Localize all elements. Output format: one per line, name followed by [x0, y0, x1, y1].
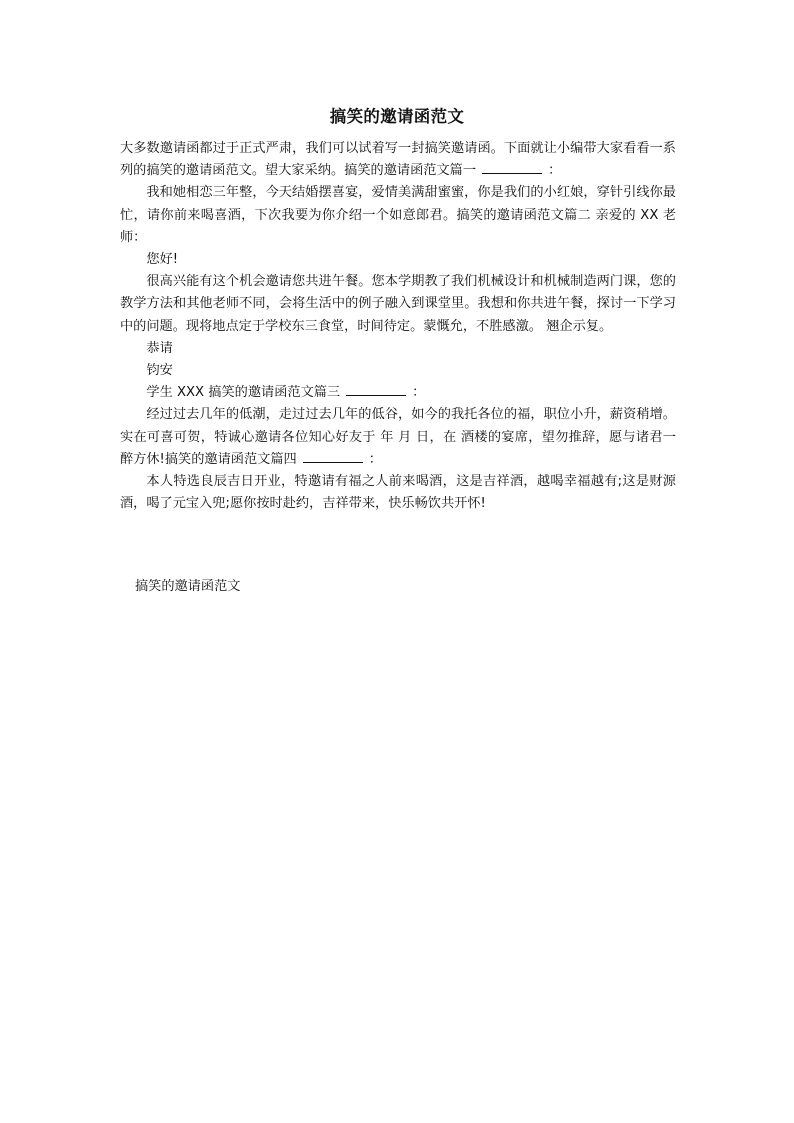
paragraph-signature-end: ： — [412, 385, 426, 401]
fill-blank-3 — [346, 382, 406, 396]
closing-respect: 恭请 — [146, 340, 173, 356]
paragraph-letter-2: 很高兴能有这个机会邀请您共进午餐。您本学期教了我们机械设计和机械制造两门课，您的教学方法和其他老师不同，会将生活中的例子融入到课堂里。我想和你共进午餐，探讨一下学习中的问题。现将地点定于学校东三食堂，时间待定。蒙慨允，不胜感激。 翘企示复。 — [120, 274, 676, 334]
paragraph-signature-text: 学生 XXX 搞笑的邀请函范文篇三 — [146, 385, 341, 401]
fill-blank-4 — [303, 449, 363, 463]
paragraph-letter-1: 我和她相恋三年整，今天结婚摆喜宴，爱情美满甜蜜蜜，你是我们的小红娘，穿针引线你最忙，请你前来喝喜酒，下次我要为你介绍一个如意郎君。搞笑的邀请函范文篇二 亲爱的 XX 老师： — [120, 185, 676, 245]
document-title: 搞笑的邀请函范文 — [329, 107, 465, 126]
paragraph-letter-4: 本人特选良辰吉日开业，特邀请有福之人前来喝酒，这是吉祥酒，越喝幸福越有;这是财源酒，喝了元宝入兜;愿你按时赴约，吉祥带来，快乐畅饮共开怀! — [120, 474, 676, 512]
paragraph-letter-3 — [120, 404, 676, 471]
fill-blank-1 — [482, 160, 542, 174]
paragraph-intro-end: ： — [548, 163, 562, 179]
paragraph-intro-text: 大多数邀请函都过于正式严肃，我们可以试着写一封搞笑邀请函。下面就让小编带大家看看一系列的搞笑的邀请函范文。望大家采纳。搞笑的邀请函范文篇一 — [120, 141, 676, 179]
paragraph-letter-3-end: ： — [368, 451, 382, 467]
greeting: 您好! — [146, 252, 179, 268]
footer-title: 搞笑的邀请函范文 — [135, 579, 241, 594]
closing-regards: 钧安 — [146, 363, 173, 379]
paragraph-intro — [120, 138, 676, 182]
paragraph-signature — [120, 382, 676, 404]
paragraph-letter-3-text: 经过过去几年的低潮，走过过去几年的低谷，如今的我托各位的福，职位小升，薪资稍增。实在可喜可贺，特诚心邀请各位知心好友于 年 月 日，在 酒楼的宴席，望勿推辞，愿与诸君一醉方休!搞笑的邀请函范文篇四 — [120, 407, 676, 467]
document-body — [120, 138, 676, 515]
